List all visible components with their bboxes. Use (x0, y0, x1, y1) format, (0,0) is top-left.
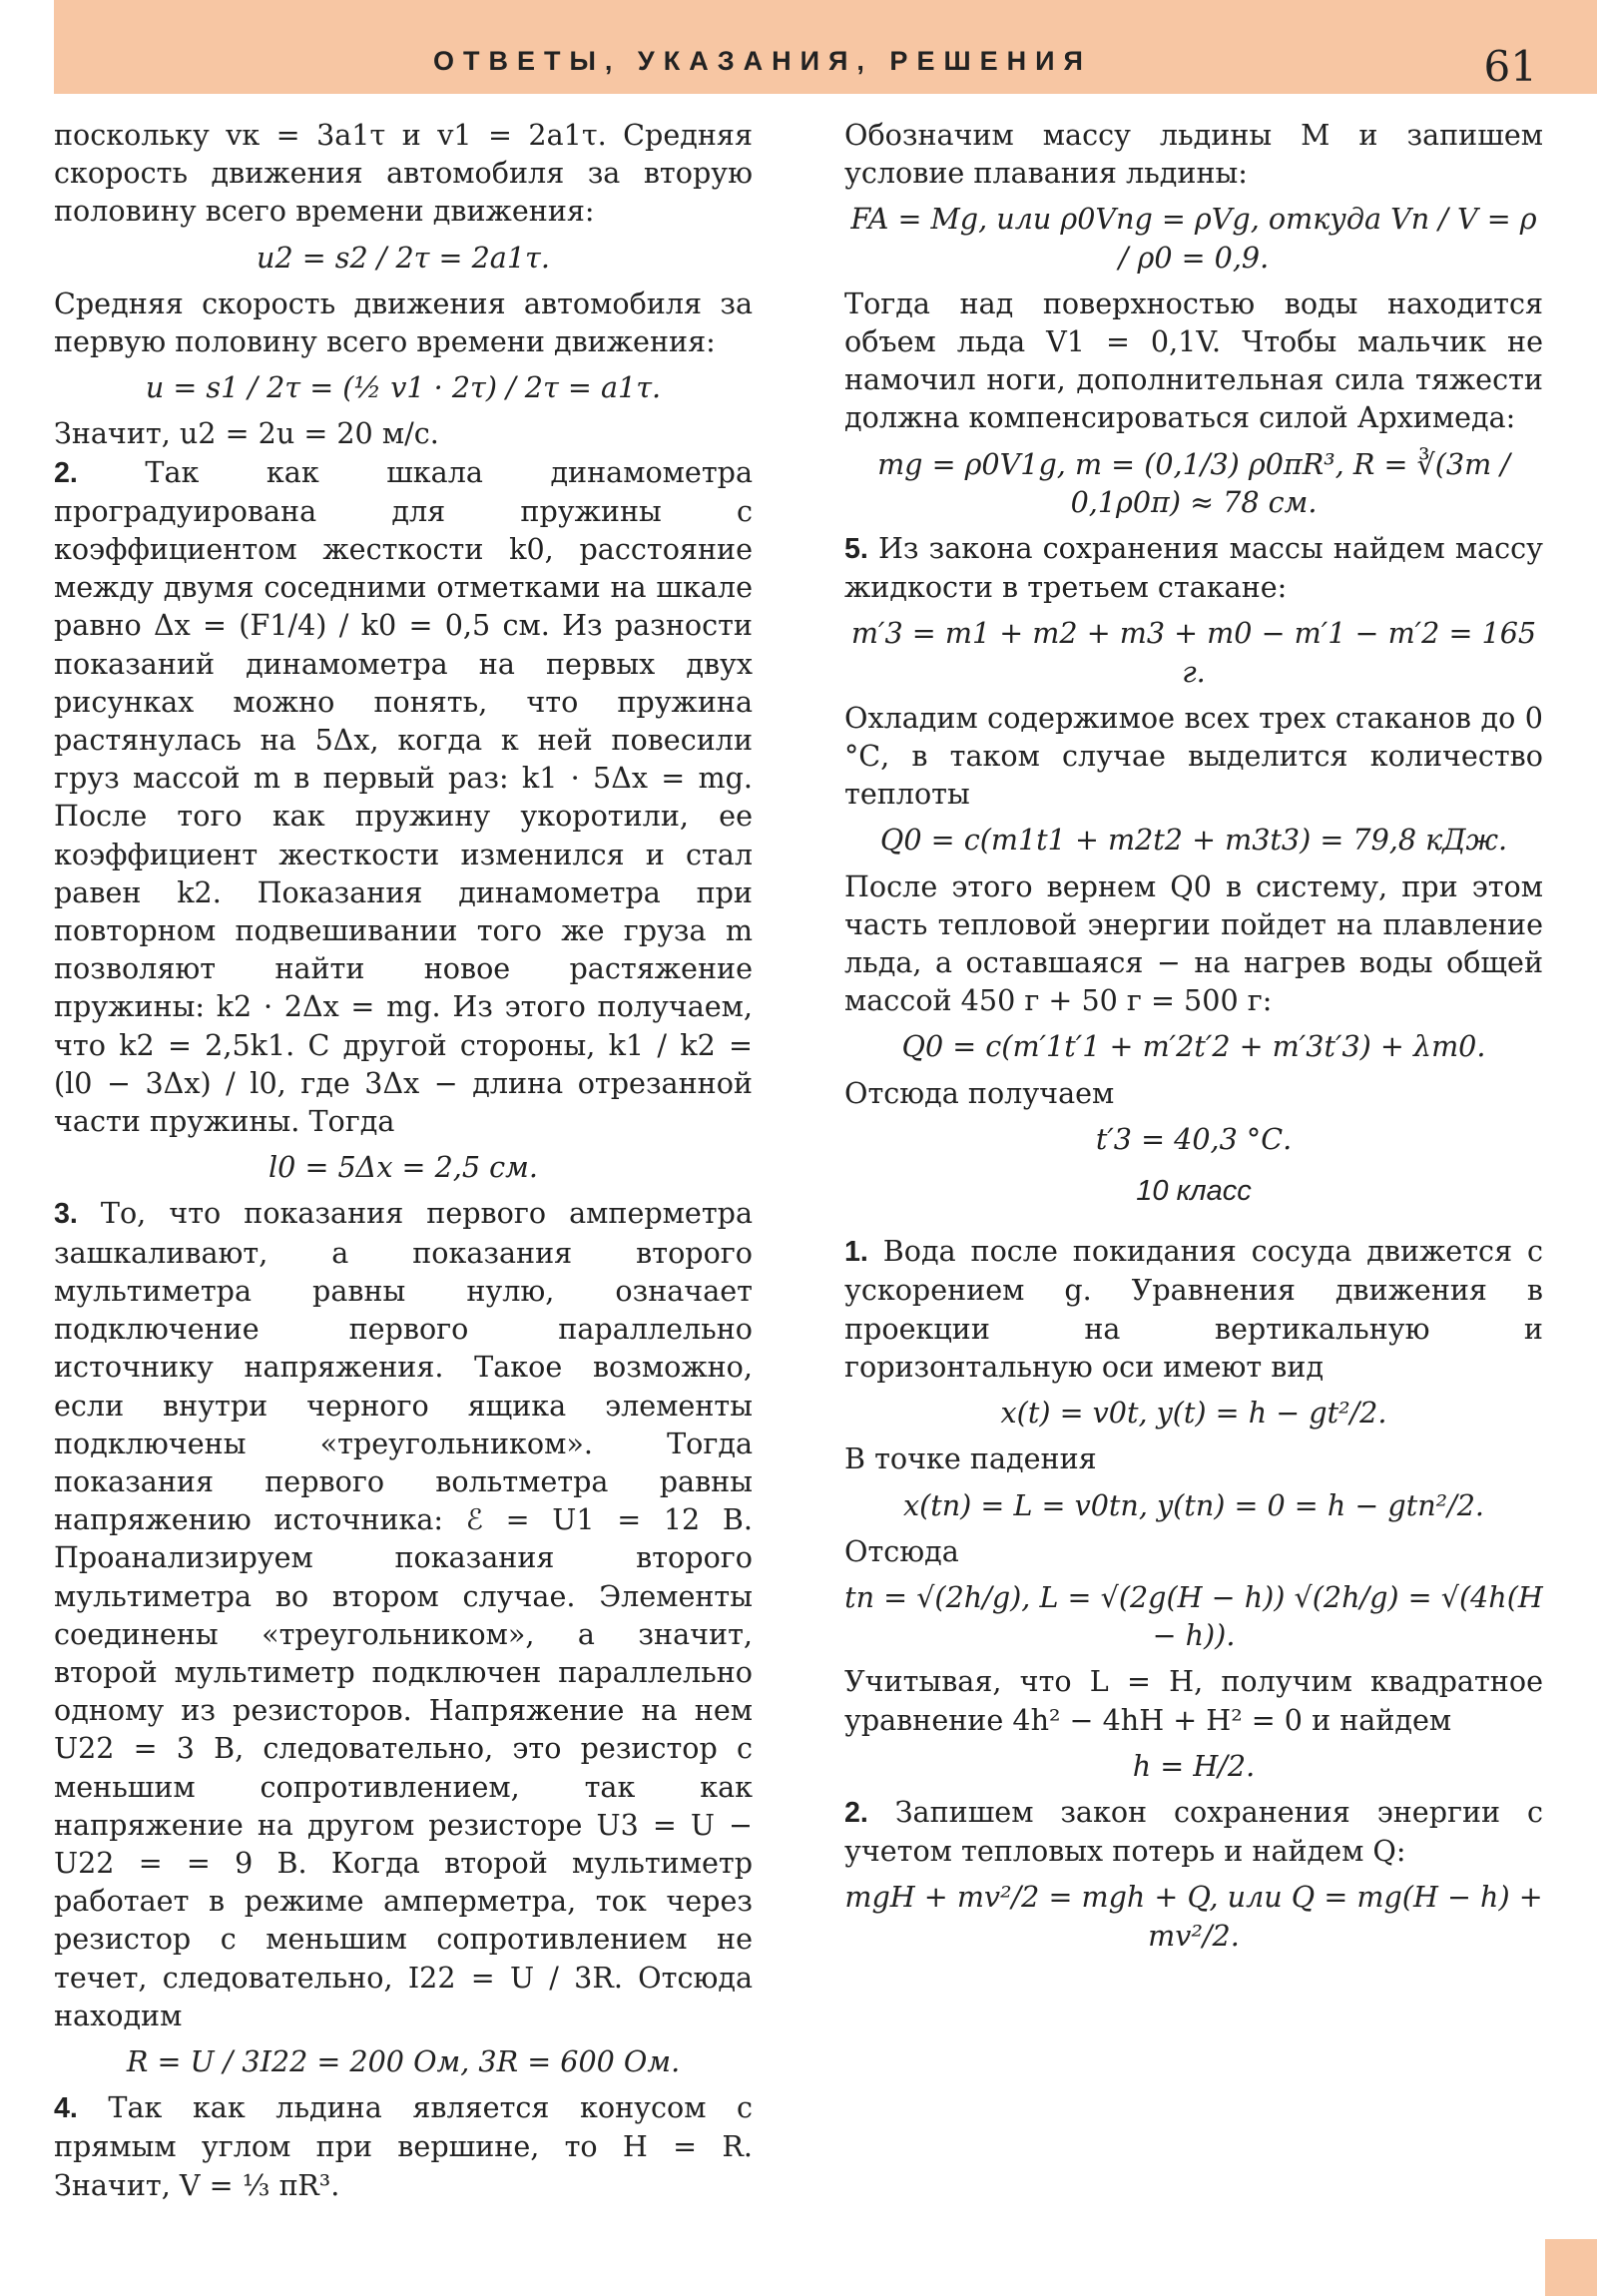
equation: h = H/2. (1132, 1748, 1256, 1783)
paragraph: Средняя скорость движения автомобиля за первую половину всего времени движения: (54, 286, 753, 359)
paragraph: Тогда над поверхностью воды находится объем льда V1 = 0,1V. Чтобы мальчик не намочил ноги, дополнительная сила тяжести должна компенсироваться силой Архимеда: (844, 286, 1543, 435)
problem-2-grade10 (844, 1793, 1543, 1870)
paragraph: Обозначим массу льдины M и запишем условие плавания льдины: (844, 118, 1543, 191)
equation: tп = √(2h/g), L = √(2g(H − h)) √(2h/g) = √(4h(H − h)). (844, 1579, 1543, 1653)
problem-number: 5. (844, 533, 868, 566)
problem-4 (54, 2088, 753, 2204)
problem-text: Запишем закон сохранения энергии с учетом тепловых потерь и найдем Q: (844, 1794, 1543, 1869)
equation: t′3 = 40,3 °С. (1095, 1121, 1293, 1156)
equation: FA = Mg, или ρ0Vпg = ρVg, откуда Vп / V = ρ / ρ0 = 0,9. (850, 202, 1537, 275)
paragraph: Значит, u2 = 2u = 20 м/с. (54, 416, 439, 451)
problem-5 (844, 529, 1543, 606)
problem-number: 4. (54, 2092, 78, 2125)
problem-text: Из закона сохранения массы найдем массу жидкости в третьем стакане: (844, 531, 1543, 605)
paragraph: После этого вернем Q0 в систему, при этом часть тепловой энергии пойдет на плавление льда, а оставшаяся − на нагрев воды общей массой 450 г + 50 г = 500 г: (844, 868, 1543, 1018)
equation: x(tп) = L = v0tп, y(tп) = 0 = h − gtп²/2. (902, 1487, 1484, 1522)
problem-text: Так как льдина является конусом с прямым углом при вершине, то H = R. Значит, V = ⅓ πR³. (54, 2090, 753, 2202)
equation: Q0 = c(m1t1 + m2t2 + m3t3) = 79,8 кДж. (879, 823, 1508, 858)
problem-3 (54, 1194, 753, 2033)
paragraph: Учитывая, что L = H, получим квадратное уравнение 4h² − 4hH + H² = 0 и найдем (844, 1664, 1543, 1737)
problem-number: 1. (844, 1236, 868, 1269)
equation: u = s1 / 2τ = (½ v1 · 2τ) / 2τ = a1τ. (145, 370, 662, 405)
equation: u2 = s2 / 2τ = 2a1τ. (257, 240, 550, 275)
problem-text: Так как шкала динамометра проградуирована для пружины с коэффициентом жесткости k0, расстояние между двумя соседними отметками на шкале равно Δx = (F1/4) / k0 = 0,5 см. Из разности показаний динамометра на первых двух рисунках можно понять, что пружина растянулась на 5Δx, когда к ней повесили груз массой m в первый раз: k1 · 5Δx = mg. После того как пружину укоротили, ее коэффициент жесткости изменился и стал равен k2. Показания динамометра при повторном подвешивании того же груза m позволяют найти новое растяжение пружины: k2 · 2Δx = mg. Из этого получаем, что k2 = 2,5k1. С другой стороны, k1 / k2 = (l0 − 3Δx) / l0, где 3Δx − длина отрезанной части пружины. Тогда (54, 454, 753, 1139)
paragraph: Отсюда получаем (844, 1075, 1115, 1110)
equation: x(t) = v0t, y(t) = h − gt²/2. (1000, 1396, 1387, 1431)
right-column (844, 116, 1543, 1963)
equation: mgH + mv²/2 = mgh + Q, или Q = mg(H − h) + mv²/2. (844, 1880, 1543, 1953)
equation: mg = ρ0V1g, m = (0,1/3) ρ0πR³, R = ∛(3m / 0,1ρ0π) ≈ 78 см. (877, 446, 1510, 519)
problem-number: 2. (54, 456, 78, 489)
paragraph: поскольку vк = 3a1τ и v1 = 2a1τ. Средняя скорость движения автомобиля за вторую половину всего времени движения: (54, 118, 753, 229)
paragraph: Охладим содержимое всех трех стаканов до 0 °С, в таком случае выделится количество теплоты (844, 700, 1543, 812)
equation: Q0 = c(m′1t′1 + m′2t′2 + m′3t′3) + λm0. (901, 1029, 1486, 1064)
problem-text: Вода после покидания сосуда движется с ускорением g. Уравнения движения в проекции на вертикальную и горизонтальную оси имеют вид (844, 1234, 1543, 1384)
equation: l0 = 5Δx = 2,5 см. (268, 1150, 538, 1185)
equation: m′3 = m1 + m2 + m3 + m0 − m′1 − m′2 = 165 г. (850, 616, 1537, 689)
paragraph: Отсюда (844, 1533, 959, 1568)
problem-2 (54, 453, 753, 1141)
problem-text: То, что показания первого амперметра зашкаливают, а показания второго мультиметра равны нулю, означает подключение первого параллельно источнику напряжения. Такое возможно, если внутри черного ящика элементы подключены «треугольником». Тогда показания первого вольтметра равны напряжению источника: ℰ = U1 = 12 В. Проанализируем показания второго мультиметра во втором случае. Элементы соединены «треугольником», а значит, второй мультиметр подключен параллельно одному из резисторов. Напряжение на нем U22 = 3 В, следовательно, это резистор с меньшим сопротивлением, так как напряжение на другом резисторе U3 = U − U22 = = 9 В. Когда второй мультиметр работает в режиме амперметра, ток через резистор с меньшим сопротивлением не течет, следовательно, I22 = U / 3R. Отсюда находим (54, 1196, 753, 2032)
problem-number: 3. (54, 1198, 78, 1231)
left-column (54, 116, 753, 2204)
page-number: 61 (1483, 42, 1537, 91)
running-title: ОТВЕТЫ, УКАЗАНИЯ, РЕШЕНИЯ (433, 46, 1092, 76)
section-heading: 10 класс (1136, 1175, 1252, 1208)
problem-number: 2. (844, 1796, 868, 1829)
equation: R = U / 3I22 = 200 Ом, 3R = 600 Ом. (126, 2043, 681, 2078)
paragraph: В точке падения (844, 1441, 1097, 1476)
page-header (54, 0, 1597, 94)
problem-1 (844, 1232, 1543, 1386)
corner-tab (1545, 2239, 1597, 2296)
